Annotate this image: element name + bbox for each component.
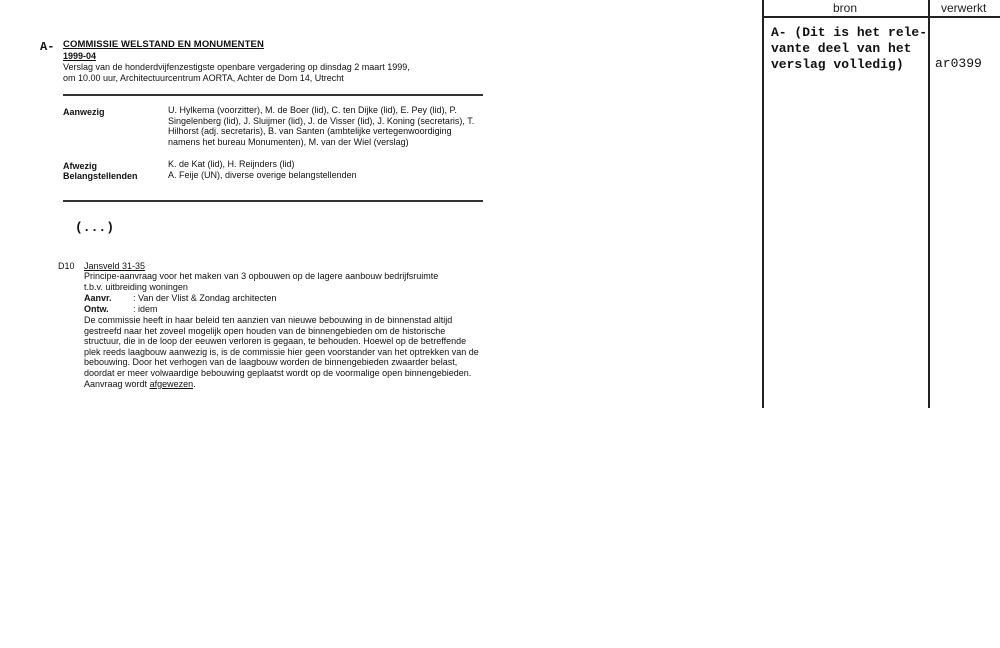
stakeholders-label: Belangstellenden bbox=[63, 171, 138, 181]
present-label: Aanwezig bbox=[63, 107, 105, 117]
applicant-value: : Van der Vlist & Zondag architecten bbox=[133, 293, 277, 303]
column-header-bron: bron bbox=[833, 1, 858, 15]
present-value: U. Hylkema (voorzitter), M. de Boer (lid), C. ten Dijke (lid), E. Pey (lid), P. Singelenberg (lid), J. Sluijmer (lid), J. de Visser (lid), J. Koning (secretaris), T. Hilhorst (adj. secretaris), B. van Santen (ambtelijke vertegenwoordiging namens het bureau Monumenten), M. van der Wiel (verslag) bbox=[168, 105, 475, 147]
column-header-verwerkt: verwerkt bbox=[941, 1, 987, 15]
design-label: Ontw. bbox=[84, 304, 109, 314]
divider-top bbox=[63, 94, 483, 96]
table-left-border bbox=[762, 0, 764, 408]
item-address: Jansveld 31-35 bbox=[84, 261, 146, 271]
item-decision-paragraph bbox=[84, 315, 484, 389]
bron-note: A- (Dit is het rele- vante deel van het verslag volledig) bbox=[771, 25, 928, 72]
absent-value: K. de Kat (lid), H. Reijnders (lid) bbox=[168, 159, 295, 169]
decision-text: De commissie heeft in haar beleid ten aanzien van nieuwe bebouwing in de binnenstad altijd gestreefd naar het zoveel mogelijk open houden van de binnengebieden om de historische structuur, die in de loop der eeuwen verloren is gegaan, te behouden. Hoewel op de betreffende plek reeds laagbouw aanwezig is, is de commissie hier geen voorstander van het optrekken van de bebouwing. Door het verhogen van de laagbouw worden de binnengebieden zwaarder belast, doordat er meer volwaardige bebouwing geplaatst wordt op de voormalige open binnengebieden. Aanvraag wordt bbox=[84, 315, 479, 389]
verwerkt-code: ar0399 bbox=[935, 56, 982, 71]
stakeholders-value: A. Feije (UN), diverse overige belangstellenden bbox=[168, 170, 357, 180]
meeting-line-2: om 10.00 uur, Architectuurcentrum AORTA, Achter de Dom 14, Utrecht bbox=[63, 73, 344, 83]
applicant-label: Aanvr. bbox=[84, 293, 112, 303]
design-value: : idem bbox=[133, 304, 158, 314]
meeting-code: 1999-04 bbox=[63, 51, 97, 61]
item-description-1: Principe-aanvraag voor het maken van 3 opbouwen op de lagere aanbouw bedrijfsruimte bbox=[84, 271, 439, 281]
item-description-2: t.b.v. uitbreiding woningen bbox=[84, 282, 188, 292]
verdict: afgewezen bbox=[149, 378, 194, 389]
absent-label: Afwezig bbox=[63, 161, 98, 171]
divider-bottom bbox=[63, 200, 483, 202]
meeting-line-1: Verslag van de honderdvijfenzestigste openbare vergadering op dinsdag 2 maart 1999, bbox=[63, 62, 410, 72]
table-top-border bbox=[762, 16, 1000, 18]
item-number: D10 bbox=[58, 261, 75, 271]
commission-title: COMMISSIE WELSTAND EN MONUMENTEN bbox=[63, 39, 264, 50]
margin-mark: A- bbox=[40, 40, 55, 54]
omission-marker: (...) bbox=[75, 220, 115, 235]
verdict-period: . bbox=[193, 378, 196, 389]
